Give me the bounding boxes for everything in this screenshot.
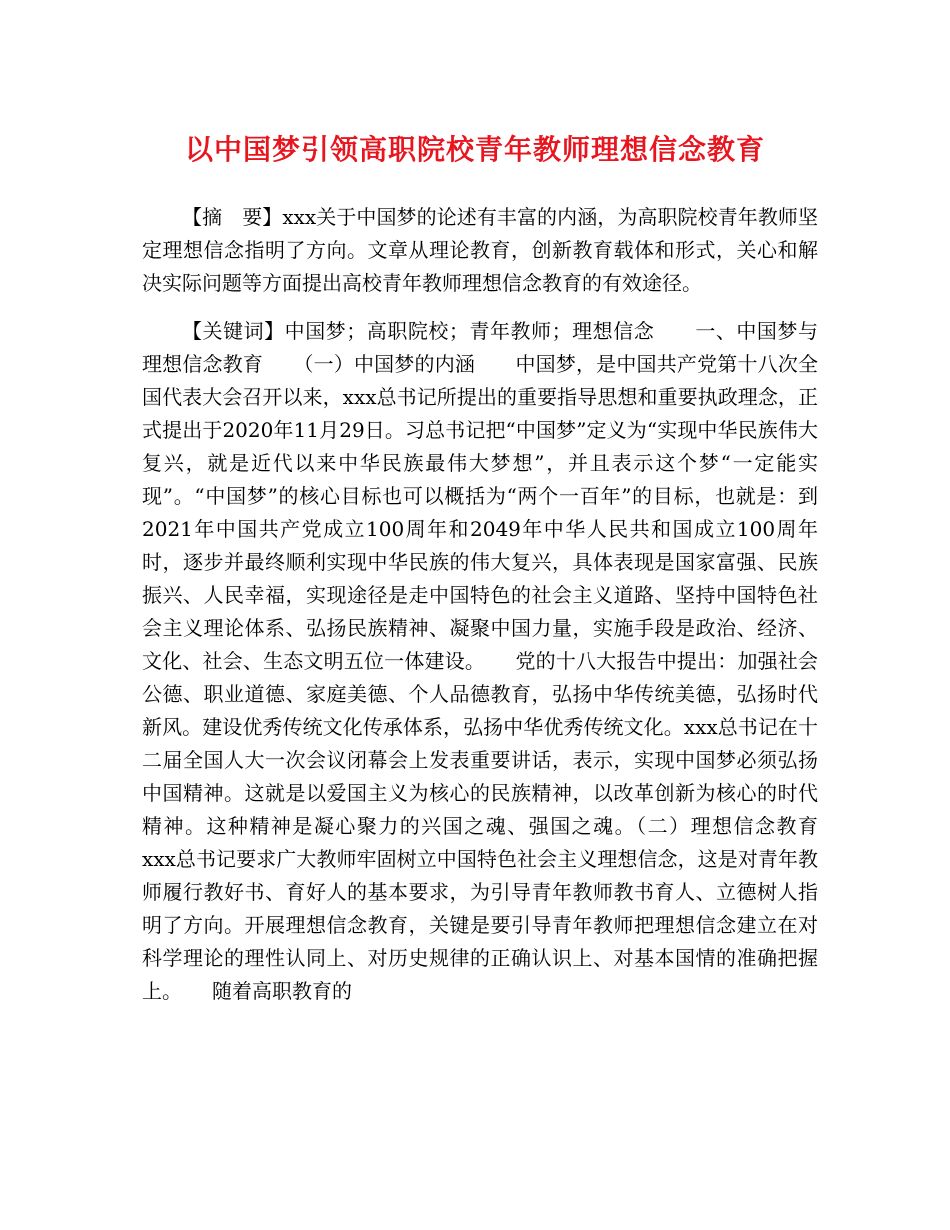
keywords-body-paragraph: 【关键词】中国梦；高职院校；青年教师；理想信念 一、中国梦与理想信念教育 （一）中国梦的内涵 中国梦，是中国共产党第十八次全国代表大会召开以来，xxx总书记所提出的重要指导思想和重要执政理念，正式提出于2020年11月29日。习总书记把“中国梦”定义为“实现中华民族伟大复兴，就是近代以来中华民族最伟大梦想”，并且表示这个梦“一定能实现”。“中国梦”的核心目标也可以概括为“两个一百年”的目标，也就是：到2021年中国共产党成立100周年和2049年中华人民共和国成立100周年时，逐步并最终顺利实现中华民族的伟大复兴，具体表现是国家富强、民族振兴、人民幸福，实现途径是走中国特色的社会主义道路、坚持中国特色社会主义理论体系、弘扬民族精神、凝聚中国力量，实施手段是政治、经济、文化、社会、生态文明五位一体建设。 党的十八大报告中提出：加强社会公德、职业道德、家庭美德、个人品德教育，弘扬中华传统美德，弘扬时代新风。建设优秀传统文化传承体系，弘扬中华优秀传统文化。xxx总书记在十二届全国人大一次会议闭幕会上发表重要讲话，表示，实现中国梦必须弘扬中国精神。这就是以爱国主义为核心的民族精神，以改革创新为核心的时代精神。这种精神是凝心聚力的兴国之魂、强国之魂。（二）理想信念教育 xxx总书记要求广大教师牢固树立中国特色社会主义理想信念，这是对青年教师履行教好书、育好人的基本要求，为引导青年教师教书育人、立德树人指明了方向。开展理想信念教育，关键是要引导青年教师把理想信念建立在对科学理论的理性认同上、对历史规律的正确认识上、对基本国情的准确把握上。 随着高职教育的 xyxy=(142,319,858,1003)
document-title: 以中国梦引领高职院校青年教师理想信念教育 xyxy=(184,133,765,166)
abstract-paragraph: 【摘 要】xxx关于中国梦的论述有丰富的内涵，为高职院校青年教师坚定理想信念指明了方向。文章从理论教育，创新教育载体和形式，关心和解决实际问题等方面提出高校青年教师理想信念教育的有效途径。 xyxy=(142,205,818,295)
